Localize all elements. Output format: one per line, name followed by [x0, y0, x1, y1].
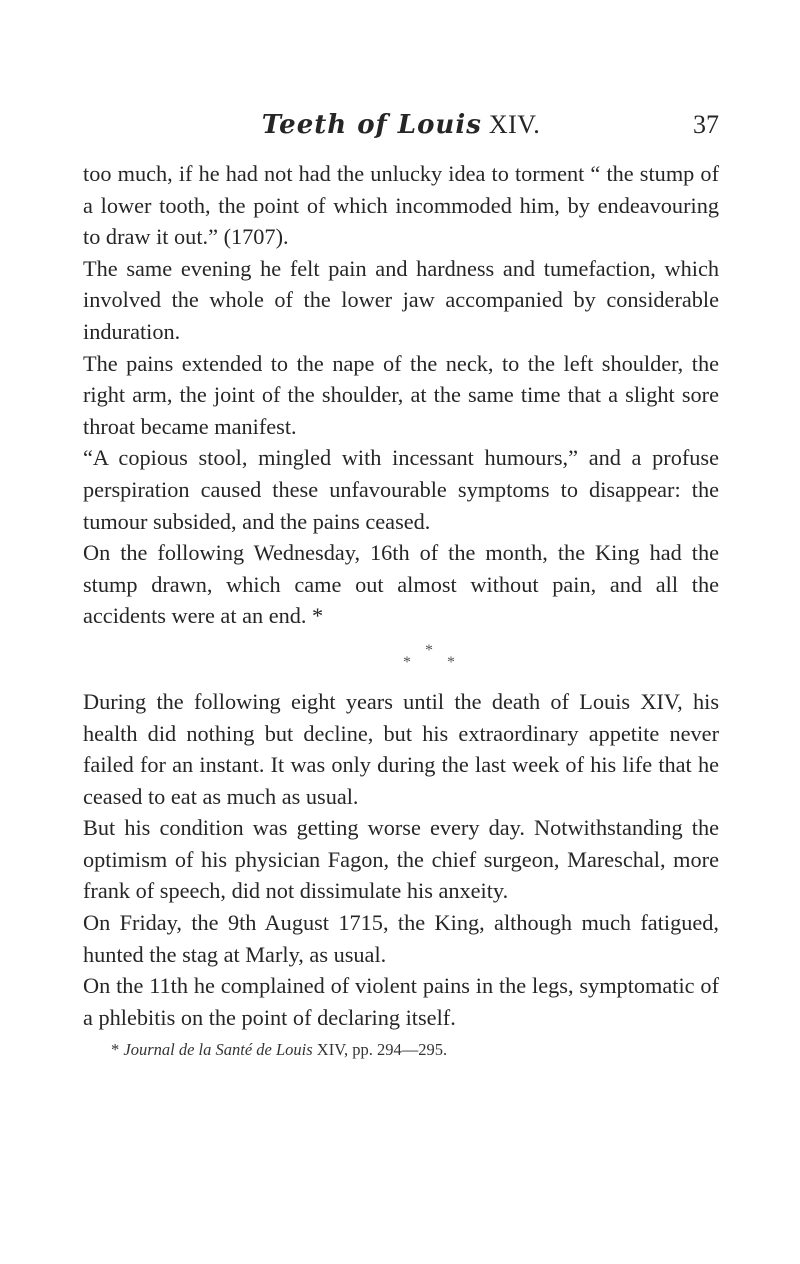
footnote-source-title: Journal de la Santé de Louis [123, 1040, 313, 1060]
paragraph: On the following Wednesday, 16th of the month, the King had the stump drawn, which came out almost without pain, and all the accidents were at an end. * [83, 540, 719, 629]
paragraph: During the following eight years until the death of Louis XIV, his health did nothing but decline, but his extraordinary appetite never failed for an instant. It was only during the last week of his life that he ceased to eat as much as usual. [83, 688, 719, 809]
running-title [262, 110, 540, 140]
footnote-marker: * [111, 1040, 120, 1060]
paragraph: The pains extended to the nape of the neck, to the left shoulder, the right arm, the joint of the shoulder, at the same time that a slight sore throat became manifest. [83, 350, 719, 439]
running-title-gothic: Teeth of Louis [261, 110, 482, 140]
page-number: 37 [693, 110, 719, 139]
paragraph: But his condition was getting worse every day. Notwithstanding the optimism of his physician Fagon, the chief surgeon, Mareschal, more frank of speech, did not dissimulate his anxeity. [83, 815, 719, 904]
paragraph: On the 11th he complained of violent pains in the legs, symptomatic of a phlebitis on the point of declaring itself. [83, 973, 719, 1030]
asterism-star: * [425, 641, 433, 659]
paragraph: too much, if he had not had the unlucky idea to torment “ the stump of a lower tooth, the point of which incommoded him, by endeavouring to draw it out.” (1707). [83, 161, 719, 250]
paragraph: “A copious stool, mingled with incessant humours,” and a profuse perspiration caused these unfavourable symptoms to disappear: the tumour subsided, and the pains ceased. [83, 445, 719, 534]
book-page [83, 110, 719, 1061]
asterism-star: * [447, 653, 455, 671]
running-title-roman: XIV. [488, 110, 541, 139]
body-text [83, 158, 719, 1033]
footnote-source-details: XIV, pp. 294—295. [316, 1040, 448, 1060]
asterism-star: * [403, 653, 411, 671]
running-head [83, 110, 719, 158]
paragraph: On Friday, the 9th August 1715, the King, although much fatigued, hunted the stag at Marly, as usual. [83, 910, 719, 967]
footnote [83, 1039, 719, 1061]
paragraph: The same evening he felt pain and hardness and tumefaction, which involved the whole of the lower jaw accompanied by considerable induration. [83, 255, 719, 344]
asterism [83, 642, 719, 682]
